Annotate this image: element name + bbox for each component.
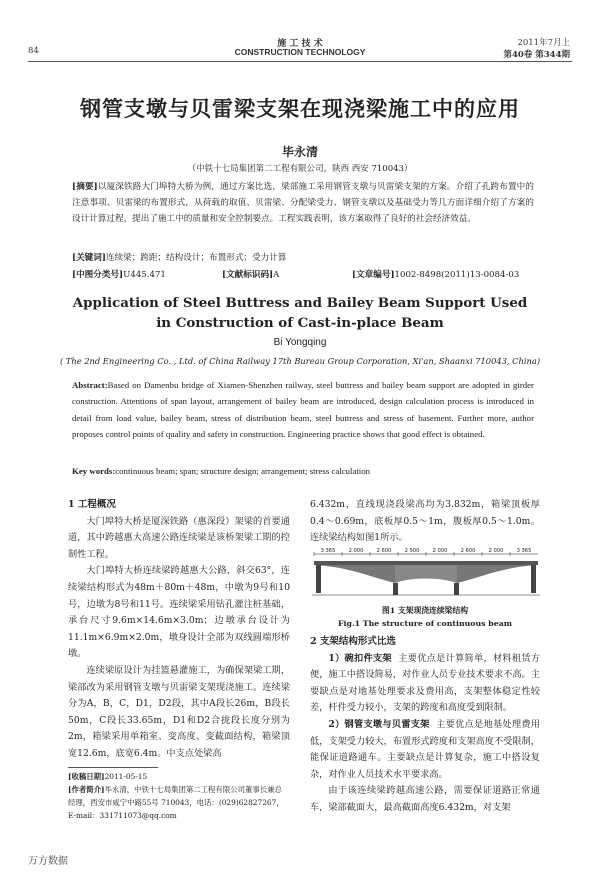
figure-1-dimension-label: 3 365: [516, 548, 532, 554]
doc-code-label: [文献标识码]: [222, 270, 274, 280]
beam-haunch-right: [457, 565, 538, 583]
figure-1-dimension-label: 2 000: [348, 548, 364, 554]
footnote-rule: [68, 767, 158, 768]
clc-value: U445.471: [123, 270, 166, 280]
keywords-cn: [72, 251, 534, 267]
item-1-label: 1）碗扣件支架: [328, 652, 392, 664]
item-2-label: 2）钢管支墩与贝雷支架: [328, 718, 430, 730]
author-info: 毕永清，中铁十七局集团第二工程有限公司董事长兼总经理，西安市咸宁中路55号 710043，电话：(029)62827267，E-mail：331711073@qq.com: [68, 785, 284, 820]
right-column-bottom: [310, 634, 540, 817]
header-rule: [28, 61, 572, 62]
right-paragraph-last: 由于该连续梁跨越高速公路，需要保证道路正常通车，梁部截面大，最高截面高度6.432m，对支架: [310, 785, 540, 813]
received-date: 2011-05-15: [104, 772, 148, 781]
right-paragraph-continued: 6.432m，直线现浇段梁高均为3.832m，箱梁顶板厚0.4～0.69m，底板厚0.5～1m，腹板厚0.5～1.0m。连续梁结构如图1所示。: [310, 499, 540, 544]
abstract-cn: [72, 180, 534, 227]
figure-1-dimension-label: 2 000: [432, 548, 448, 554]
figure-1-dimension-label: 3 365: [320, 548, 336, 554]
figure-1-caption-en: Fig.1 The structure of continuous beam: [338, 619, 512, 628]
journal-name-en: CONSTRUCTION TECHNOLOGY: [234, 47, 366, 57]
author-en: Bi Yongqing: [273, 337, 327, 348]
pier-11: [531, 565, 536, 593]
author-info-label: [作者简介]: [68, 785, 105, 794]
beam-top-flange: [314, 561, 538, 565]
title-cn: 钢管支墩与贝雷梁支架在现浇梁施工中的应用: [80, 96, 520, 121]
clc-label: [中图分类号]: [72, 270, 124, 280]
pier-8: [316, 565, 321, 593]
figure-1-dimension-labels: [314, 548, 531, 556]
pier-10: [454, 583, 459, 595]
abstract-cn-text: 以厦深铁路大门埠特大桥为例，通过方案比选，梁部施工采用钢管支墩与贝雷梁支架的方案。介绍了孔跨布置中的注意事项、贝雷梁的布置形式，从荷载的取值、贝雷梁、分配梁受力、钢管支墩以及基础受力等几方面详细介绍了方案的设计计算过程，提出了施工中的质量和安全控制要点。工程实践表明，该方案取得了良好的社会经济效益。: [72, 182, 534, 224]
item-1: [310, 651, 540, 717]
abstract-en: [72, 377, 534, 442]
abstract-cn-label: [摘要]: [72, 182, 98, 192]
abstract-en-text: Based on Damenbu bridge of Xiamen-Shenzhen railway, steel buttress and bailey beam support are adopted in girder construction. Attentions of span layout, arrangement of bailey beam are introduced, design calculation process is introduced in detail from load value, bailey beam, stress of distribution beam, steel buttress and stress of basement. Further more, author proposes control points of quality and safety in construction. Engineering practice shows that good effect is obtained.: [72, 380, 534, 439]
author-cn: 毕永清: [281, 145, 318, 159]
item-2: [310, 717, 540, 783]
section1-paragraph-2: 大门埠特大桥连续梁跨越惠大公路，斜交63°，连续梁结构形式为48m＋80m＋48m，中墩为9号和10号，边墩为8号和11号。连续梁采用钻孔灌注桩基础，承台尺寸9.6m×14.6m×3.0m；边墩承台设计为11.1m×6.9m×2.0m，墩身设计全部为双线圆端形桥墩。: [68, 565, 290, 660]
figure-1-dimension-label: 2 600: [460, 548, 476, 554]
abstract-en-label: Abstract:: [72, 380, 108, 390]
section1-paragraph-3: 连续梁原设计为挂篮悬灌施工，为确保架梁工期，梁部改为采用钢管支墩与贝雷梁支架现浇施工。连续梁分为A，B，C，D1，D2段，其中A段长26m，B段长50m，C段长33.65m，D1和D2合拢段长度分别为2m，箱梁采用单箱室、变高度、变截面结构，箱梁顶宽12.6m，底宽6.4m。中支点处梁高: [68, 664, 290, 759]
right-column-top: [310, 497, 540, 547]
issue-date: 2011年7月上: [517, 38, 570, 48]
beam-haunch-left: [314, 565, 395, 583]
left-column: [68, 497, 290, 763]
affiliation-en: ( The 2nd Engineering Co. , Ltd. of China Railway 17th Bureau Group Corporation, Xi'an, Shaanxi 710043, China): [59, 356, 541, 366]
keywords-en-text: continuous beam; span; structure design; arrangement; stress calculation: [115, 466, 371, 476]
article-number-label: [文章编号]: [352, 270, 395, 280]
article-number-value: 1002-8498(2011)13-0084-03: [394, 270, 520, 280]
footnote: [68, 770, 286, 822]
item-2-text: 主要优点是地基处理费用低，支架受力较大，布置形式跨度和支架高度不受限制，能保证道路通车。主要缺点是计算复杂，施工中搭设复杂，对作业人员技术水平要求高。: [310, 718, 540, 780]
figure-1-beam-diagram: [310, 547, 542, 599]
keywords-cn-label: [关键词]: [72, 253, 106, 263]
keywords-cn-text: 连续梁；跨距；结构设计；布置形式；受力计算: [105, 253, 287, 263]
title-en-line1: Application of Steel Buttress and Bailey Beam Support Used: [72, 295, 528, 311]
beam-midspan: [395, 565, 457, 583]
pier-9: [393, 583, 398, 595]
received-label: [收稿日期]: [68, 772, 105, 781]
section2-heading: 2 支架结构形式比选: [310, 636, 396, 647]
section1-heading: 1 工程概况: [68, 499, 116, 510]
keywords-en-label: Key words:: [72, 466, 116, 476]
figure-1-dimension-label: 2 600: [376, 548, 392, 554]
wanfang-watermark: 万方数据: [28, 856, 68, 867]
figure-1-dimension-label: 2 000: [488, 548, 504, 554]
doc-code-value: A: [273, 270, 280, 280]
title-en-line2: in Construction of Cast-in-place Beam: [156, 315, 444, 331]
affiliation-cn: （中铁十七局集团第二工程有限公司，陕西 西安 710043）: [187, 164, 413, 174]
page-number: 84: [28, 46, 39, 56]
classification-row: [72, 268, 534, 284]
figure-1-caption-cn: 图1 支架现浇连续梁结构: [381, 606, 469, 615]
figure-1-dimension-label: 2 500: [404, 548, 420, 554]
volume-issue: 第40卷 第344期: [503, 50, 570, 60]
journal-name-cn: 施 工 技 术: [277, 39, 323, 49]
section1-paragraph-1: 大门埠特大桥是厦深铁路（惠深段）架梁的首要通道，其中跨越惠大高速公路连续梁是该桥架梁工期的控制性工程。: [68, 515, 290, 560]
keywords-en: [72, 463, 534, 479]
item-1-text: 主要优点是计算简单，材料租赁方便，施工中搭设简易，对作业人员专业技术要求不高。主要缺点是对地基处理要求及费用高，支架整体稳定性较差，杆件受力较小，支架的跨度和高度受到限制。: [310, 652, 541, 714]
